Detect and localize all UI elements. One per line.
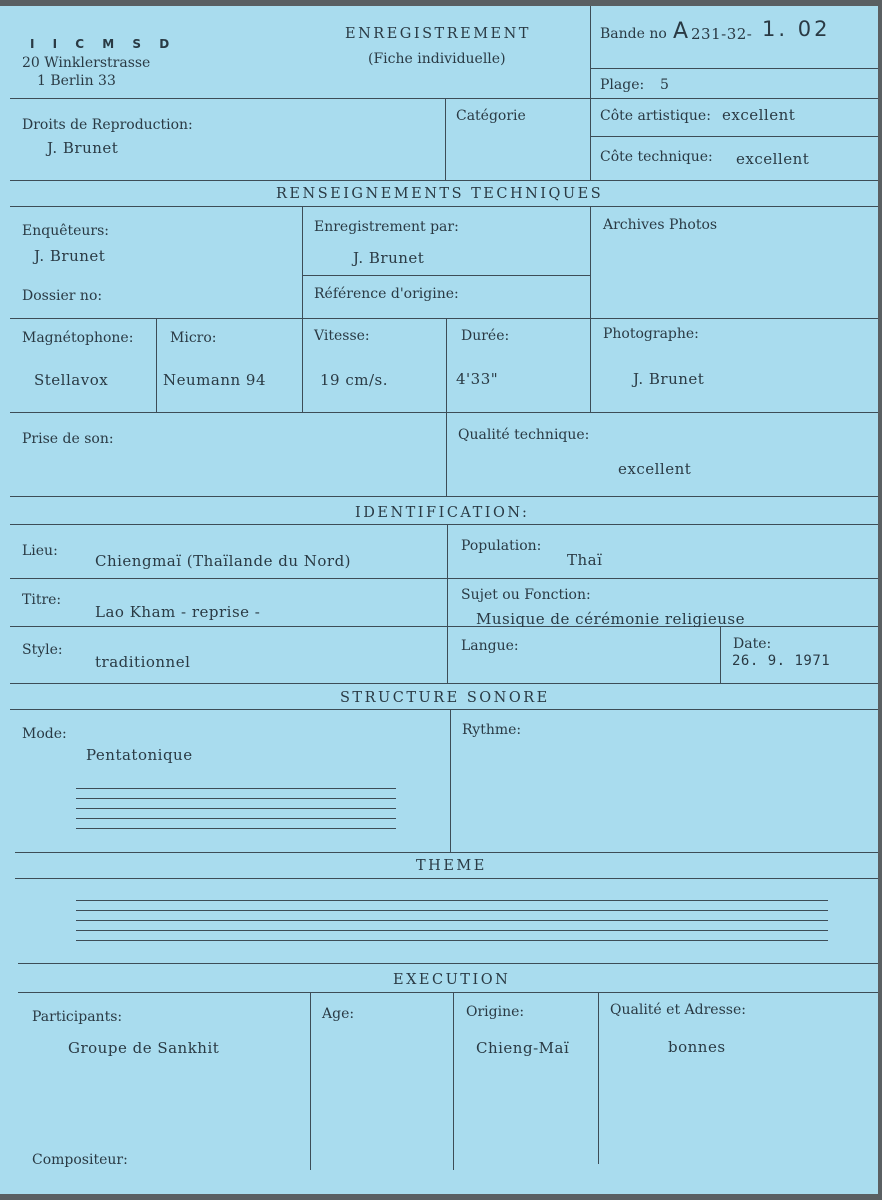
prise-de-son-label: Prise de son:	[22, 431, 114, 447]
titre-label: Titre:	[22, 592, 62, 608]
population-value: Thaï	[567, 551, 603, 569]
bande-number: 231-32-	[691, 25, 753, 43]
categorie-label: Catégorie	[456, 108, 526, 124]
rule	[302, 206, 303, 412]
magnetophone-label: Magnétophone:	[22, 330, 134, 346]
section-heading-technical: RENSEIGNEMENTS TECHNIQUES	[276, 186, 604, 202]
cote-technique-label: Côte technique:	[600, 149, 713, 165]
rule	[447, 524, 448, 683]
rythme-label: Rythme:	[462, 722, 522, 738]
rule	[10, 318, 878, 319]
enregistrement-par-label: Enregistrement par:	[314, 219, 459, 235]
origine-value: Chieng-Maï	[476, 1039, 570, 1057]
bande-prefix: A	[673, 19, 692, 44]
sujet-label: Sujet ou Fonction:	[461, 587, 591, 603]
rule	[10, 709, 878, 710]
enregistrement-par-value: J. Brunet	[353, 249, 425, 267]
rule	[15, 852, 878, 853]
qualite-technique-label: Qualité technique:	[458, 427, 590, 443]
cote-artistique-label: Côte artistique:	[600, 108, 711, 124]
org-street: 20 Winklerstrasse	[22, 55, 151, 71]
rule	[10, 180, 878, 181]
rule	[302, 275, 590, 276]
cote-technique-value: excellent	[736, 150, 810, 168]
titre-value: Lao Kham - reprise -	[95, 603, 261, 621]
rule	[10, 98, 878, 99]
langue-label: Langue:	[461, 638, 519, 654]
sujet-value: Musique de cérémonie religieuse	[476, 610, 746, 628]
rule	[590, 68, 878, 69]
archives-label: Archives Photos	[603, 217, 718, 233]
section-heading-execution: EXECUTION	[393, 972, 511, 988]
plage-value: 5	[660, 77, 669, 93]
rule	[10, 412, 878, 413]
photographe-label: Photographe:	[603, 326, 699, 342]
rights-label: Droits de Reproduction:	[22, 117, 193, 133]
reference-label: Référence d'origine:	[314, 286, 459, 302]
population-label: Population:	[461, 538, 542, 554]
bande-suffix-handwritten: 1. 02	[762, 17, 831, 41]
form-title: ENREGISTREMENT	[345, 26, 531, 42]
mode-label: Mode:	[22, 726, 67, 742]
rule	[10, 578, 878, 579]
bande-label: Bande no	[600, 26, 667, 42]
section-heading-identification: IDENTIFICATION:	[355, 505, 530, 521]
rule	[10, 496, 878, 497]
rule	[10, 683, 878, 684]
enqueteurs-value: J. Brunet	[34, 247, 106, 265]
section-heading-structure: STRUCTURE SONORE	[340, 690, 550, 706]
participants-value: Groupe de Sankhit	[68, 1039, 220, 1057]
qualite-adresse-label: Qualité et Adresse:	[610, 1002, 746, 1018]
rule	[10, 524, 878, 525]
duree-label: Durée:	[461, 328, 510, 344]
style-value: traditionnel	[95, 653, 191, 671]
rule	[445, 98, 446, 180]
qualite-adresse-value: bonnes	[668, 1038, 726, 1056]
rule	[590, 206, 591, 412]
rule	[590, 6, 591, 180]
vitesse-value: 19 cm/s.	[320, 371, 388, 389]
date-label: Date:	[733, 636, 772, 652]
rule	[590, 136, 878, 137]
mode-value: Pentatonique	[86, 746, 193, 764]
rule	[446, 318, 447, 496]
age-label: Age:	[322, 1006, 355, 1022]
participants-label: Participants:	[32, 1009, 123, 1025]
rule	[598, 992, 599, 1164]
section-heading-theme: THEME	[416, 858, 487, 874]
magnetophone-value: Stellavox	[34, 371, 109, 389]
vitesse-label: Vitesse:	[314, 328, 370, 344]
rule	[453, 992, 454, 1170]
rights-value: J. Brunet	[47, 139, 119, 157]
rule	[15, 878, 878, 879]
dossier-label: Dossier no:	[22, 288, 103, 304]
photographe-value: J. Brunet	[633, 370, 705, 388]
lieu-label: Lieu:	[22, 543, 58, 559]
rule	[18, 992, 878, 993]
style-label: Style:	[22, 642, 63, 658]
compositeur-label: Compositeur:	[32, 1152, 128, 1168]
micro-label: Micro:	[170, 330, 217, 346]
rule	[10, 206, 878, 207]
plage-label: Plage:	[600, 77, 645, 93]
org-name: I I C M S D	[30, 37, 177, 51]
registration-card	[0, 6, 878, 1194]
org-city: 1 Berlin 33	[37, 73, 116, 89]
rule	[156, 318, 157, 412]
lieu-value: Chiengmaï (Thaïlande du Nord)	[95, 552, 352, 570]
rule	[18, 963, 878, 964]
rule	[310, 992, 311, 1170]
rule	[720, 626, 721, 683]
form-subtitle: (Fiche individuelle)	[368, 51, 506, 67]
rule	[450, 709, 451, 852]
micro-value: Neumann 94	[163, 371, 267, 389]
date-value: 26. 9. 1971	[732, 653, 831, 669]
rule	[10, 626, 878, 627]
qualite-technique-value: excellent	[618, 460, 692, 478]
enqueteurs-label: Enquêteurs:	[22, 223, 110, 239]
duree-value: 4'33"	[456, 370, 499, 388]
cote-artistique-value: excellent	[722, 106, 796, 124]
origine-label: Origine:	[466, 1004, 525, 1020]
